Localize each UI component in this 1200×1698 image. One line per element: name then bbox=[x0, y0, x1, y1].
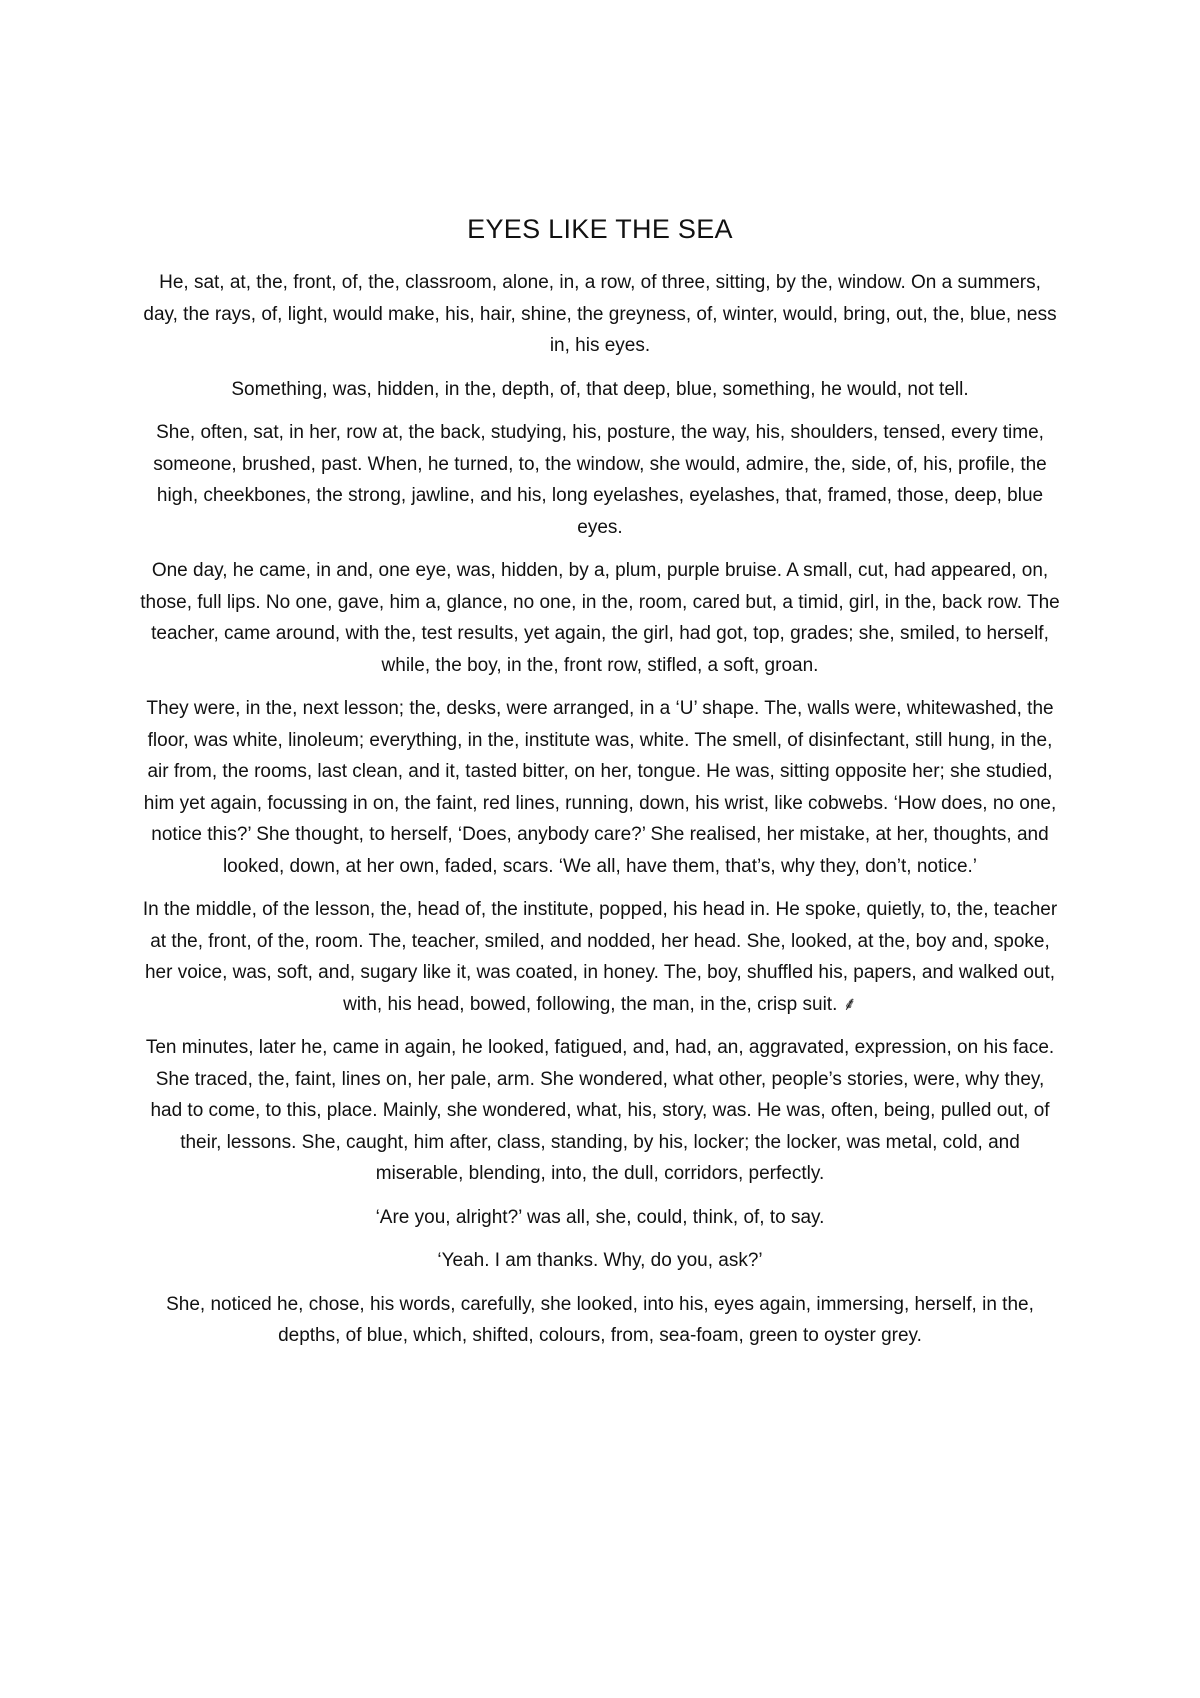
paragraph: They were, in the, next lesson; the, desks, were arranged, in a ‘U’ shape. The, walls were, whitewashed, the floor, was white, linoleum; everything, in the, institute was, white. The smell, of disinfectant, still hung, in the, air from, the rooms, last clean, and it, tasted bitter, on her, tongue. He was, sitting opposite her; she studied, him yet again, focussing in on, the faint, red lines, running, down, his wrist, like cobwebs. ‘How does, no one, notice this?’ She thought, to herself, ‘Does, anybody care?’ She realised, her mistake, at her, thoughts, and looked, down, at her own, faded, scars. ‘We all, have them, that’s, why they, don’t, notice.’ bbox=[143, 698, 1057, 877]
paragraph: He, sat, at, the, front, of, the, classroom, alone, in, a row, of three, sitting, by the, window. On a summers, day, the rays, of, light, would make, his, hair, shine, the greyness, of, winter, would, bring, out, the, blue, ness in, his eyes. bbox=[143, 272, 1057, 356]
paragraph: Something, was, hidden, in the, depth, of, that deep, blue, something, he would, not tell. bbox=[231, 378, 969, 400]
paragraph: ‘Are you, alright?’ was all, she, could, think, of, to say. bbox=[375, 1206, 825, 1228]
document-page bbox=[140, 214, 1060, 1364]
paragraph: One day, he came, in and, one eye, was, hidden, by a, plum, purple bruise. A small, cut, had appeared, on, those, full lips. No one, gave, him a, glance, no one, in the, room, cared but, a timid, girl, in the, back row. The teacher, came around, with the, test results, yet again, the girl, had got, top, grades; she, smiled, to herself, while, the boy, in the, front row, stifled, a soft, groan. bbox=[140, 560, 1060, 676]
paragraph: In the middle, of the lesson, the, head of, the institute, popped, his head in. He spoke, quietly, to, the, teacher at the, front, of the, room. The, teacher, smiled, and nodded, her head. She, looked, at the, boy and, spoke, her voice, was, soft, and, sugary like it, was coated, in honey. The, boy, shuffled his, papers, and walked out, with, his head, bowed, following, the man, in the, crisp suit. ⸙ bbox=[142, 899, 1058, 1015]
page-title: EYES LIKE THE SEA bbox=[467, 214, 733, 244]
paragraph: ‘Yeah. I am thanks. Why, do you, ask?’ bbox=[437, 1250, 763, 1271]
paragraph: She, noticed he, chose, his words, carefully, she looked, into his, eyes again, immersing, herself, in the, depths, of blue, which, shifted, colours, from, sea-foam, green to oyster grey. bbox=[166, 1293, 1034, 1346]
paragraph: Ten minutes, later he, came in again, he looked, fatigued, and, had, an, aggravated, expression, on his face. She traced, the, faint, lines on, her pale, arm. She wondered, what other, people’s stories, were, why they, had to come, to this, place. Mainly, she wondered, what, his, story, was. He was, often, being, pulled out, of their, lessons. She, caught, him after, class, standing, by his, locker; the locker, was metal, cold, and miserable, blending, into, the dull, corridors, perfectly. bbox=[145, 1037, 1055, 1184]
paragraph: She, often, sat, in her, row at, the back, studying, his, posture, the way, his, shoulders, tensed, every time, someone, brushed, past. When, he turned, to, the window, she would, admire, the, side, of, his, profile, the high, cheekbones, the strong, jawline, and his, long eyelashes, eyelashes, that, framed, those, deep, blue eyes. bbox=[153, 422, 1047, 538]
